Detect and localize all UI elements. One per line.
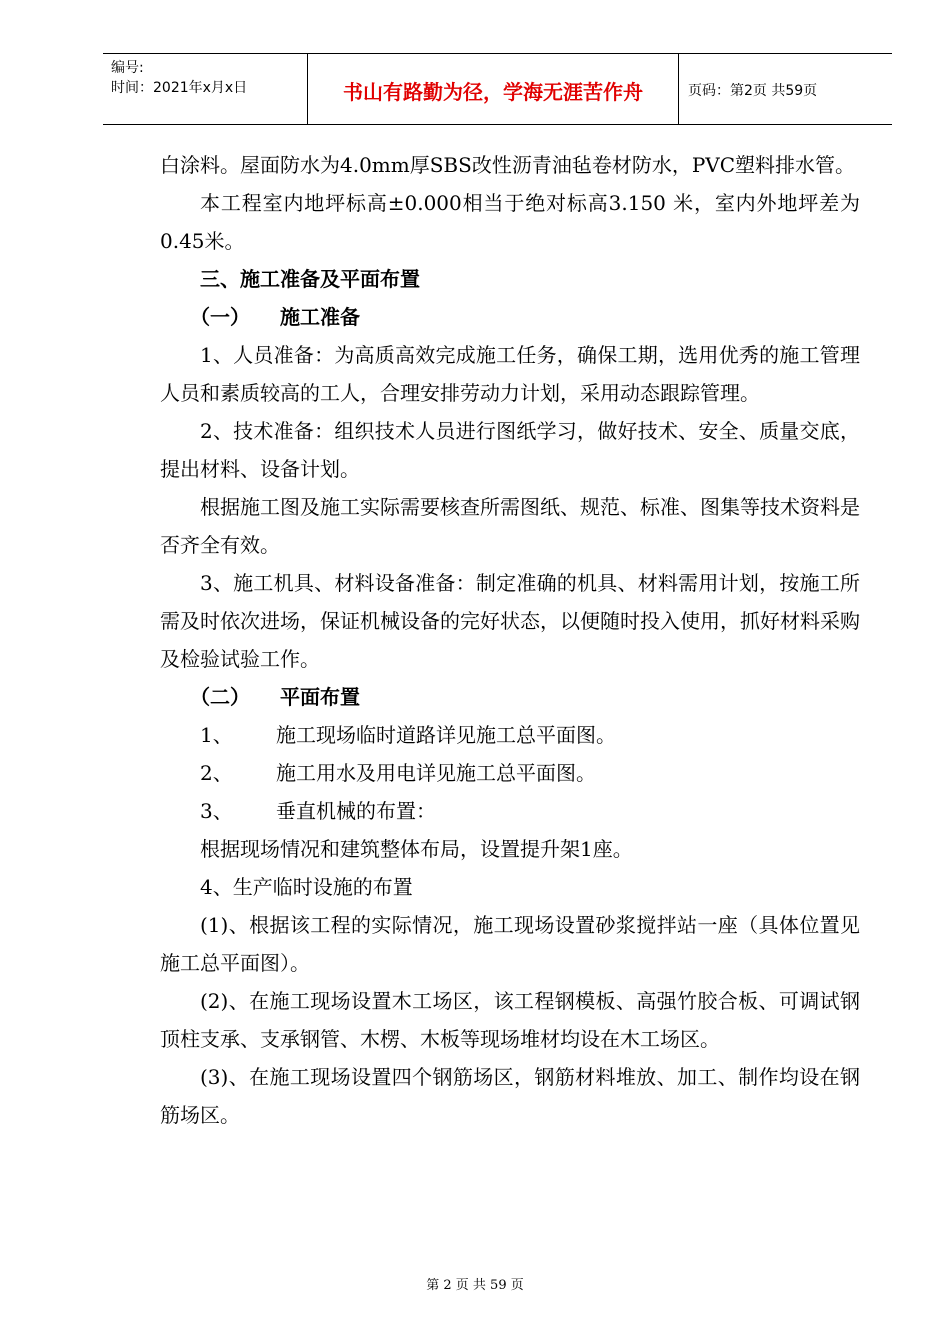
header-page-info: 页码：第2页 共59页: [688, 83, 818, 99]
section-heading: 三、施工准备及平面布置: [200, 267, 420, 291]
document-body: [160, 146, 860, 1134]
paragraph: 白涂料。屋面防水为4.0mm厚SBS改性沥青油毡卷材防水，PVC塑料排水管。: [160, 153, 856, 177]
page-header: [103, 53, 892, 125]
subsection-number: （一）: [190, 305, 250, 329]
paragraph: 根据现场情况和建筑整体布局，设置提升架1座。: [200, 837, 633, 861]
list-item-text: 施工现场临时道路详见施工总平面图。: [276, 723, 616, 747]
page-footer: 第 2 页 共 59 页: [426, 1278, 524, 1293]
subsection-heading: [160, 678, 860, 716]
list-item: [160, 754, 860, 792]
list-item: [160, 716, 860, 754]
list-item: [160, 792, 860, 830]
header-meta: [111, 58, 247, 98]
list-item-text: 施工用水及用电详见施工总平面图。: [276, 761, 596, 785]
subsection-title: 施工准备: [280, 305, 360, 329]
paragraph: 3、施工机具、材料设备准备：制定准确的机具、材料需用计划，按施工所需及时依次进场，保证机械设备的完好状态，以便随时投入使用，抓好材料采购及检验试验工作。: [160, 571, 860, 671]
paragraph: (1)、根据该工程的实际情况，施工现场设置砂浆搅拌站一座（具体位置见施工总平面图）。: [160, 913, 860, 975]
paragraph: 4、生产临时设施的布置: [200, 875, 413, 899]
code-label: 编号:: [111, 60, 144, 76]
header-motto: 书山有路勤为径，学海无涯苦作舟: [343, 80, 643, 104]
paragraph: 2、技术准备：组织技术人员进行图纸学习，做好技术、安全、质量交底，提出材料、设备计划。: [160, 419, 860, 481]
paragraph: (3)、在施工现场设置四个钢筋场区，钢筋材料堆放、加工、制作均设在钢筋场区。: [160, 1065, 860, 1127]
subsection-title: 平面布置: [280, 685, 360, 709]
list-item-number: 2、: [200, 761, 233, 785]
paragraph: 1、人员准备：为高质高效完成施工任务，确保工期，选用优秀的施工管理人员和素质较高的工人，合理安排劳动力计划，采用动态跟踪管理。: [160, 343, 860, 405]
paragraph: 本工程室内地坪标高±0.000相当于绝对标高3.150 米，室内外地坪差为0.45米。: [160, 191, 860, 253]
list-item-number: 1、: [200, 723, 233, 747]
list-item-text: 垂直机械的布置：: [276, 799, 436, 823]
header-divider: [678, 54, 679, 124]
paragraph: (2)、在施工现场设置木工场区，该工程钢模板、高强竹胶合板、可调试钢顶柱支承、支承钢管、木楞、木板等现场堆材均设在木工场区。: [160, 989, 860, 1051]
paragraph: 根据施工图及施工实际需要核查所需图纸、规范、标准、图集等技术资料是否齐全有效。: [160, 495, 860, 557]
subsection-number: （二）: [190, 685, 250, 709]
subsection-heading: [160, 298, 860, 336]
list-item-number: 3、: [200, 799, 233, 823]
date-line: 时间：2021年x月x日: [111, 80, 248, 96]
